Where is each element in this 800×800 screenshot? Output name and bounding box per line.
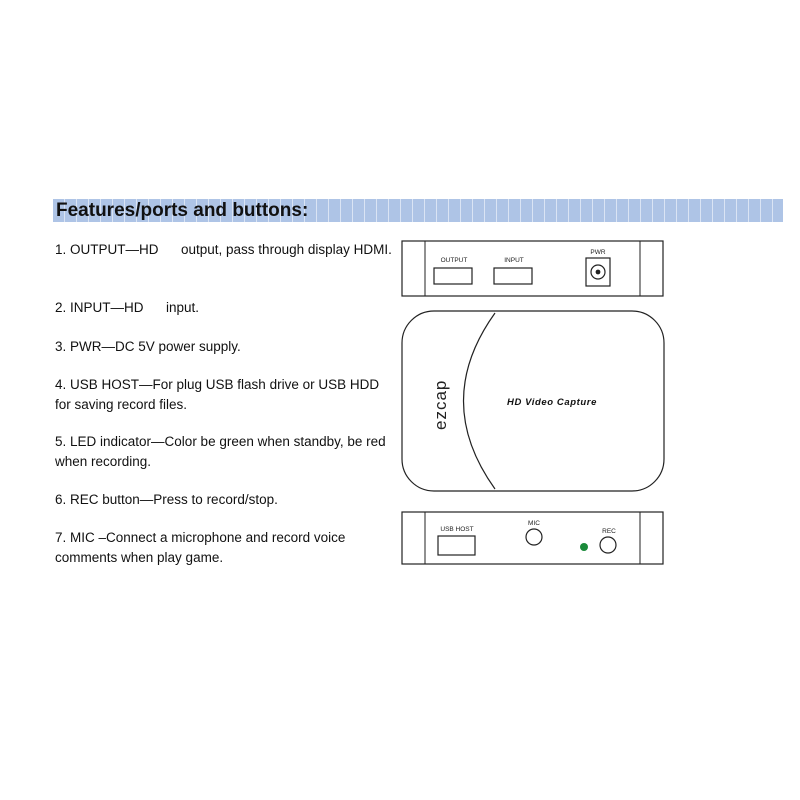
pwr-port-label: PWR (590, 249, 606, 256)
pwr-jack-pin (596, 270, 601, 275)
output-port-label: OUTPUT (440, 257, 468, 264)
feature-input: 2. INPUT—HD input. (55, 300, 200, 315)
usb-host-label: USB HOST (440, 526, 474, 533)
back-panel (402, 241, 663, 296)
feature-rec: 6. REC button—Press to record/stop. (55, 492, 278, 507)
mic-jack (526, 529, 542, 545)
feature-mic: 7. MIC –Connect a microphone and record voice comments when play game. (55, 530, 350, 565)
feature-led: 5. LED indicator—Color be green when standby, be red when recording. (55, 434, 390, 469)
feature-output: 1. OUTPUT—HD output, pass through display HDMI. (55, 242, 392, 257)
brand-logo: ezcap (431, 379, 450, 430)
input-port-label: INPUT (504, 257, 524, 264)
front-panel (402, 512, 663, 564)
section-title: Features/ports and buttons: (56, 200, 309, 221)
product-name: HD Video Capture (506, 397, 598, 408)
led-indicator (580, 543, 588, 551)
top-view (402, 311, 664, 491)
input-port (494, 268, 532, 284)
rec-label: REC (602, 528, 616, 535)
feature-pwr: 3. PWR—DC 5V power supply. (55, 339, 241, 354)
feature-usb-host: 4. USB HOST—For plug USB flash drive or USB HDD for saving record files. (55, 377, 383, 412)
rec-button (600, 537, 616, 553)
mic-label: MIC (528, 520, 540, 527)
usb-host-port (438, 536, 475, 555)
output-port (434, 268, 472, 284)
